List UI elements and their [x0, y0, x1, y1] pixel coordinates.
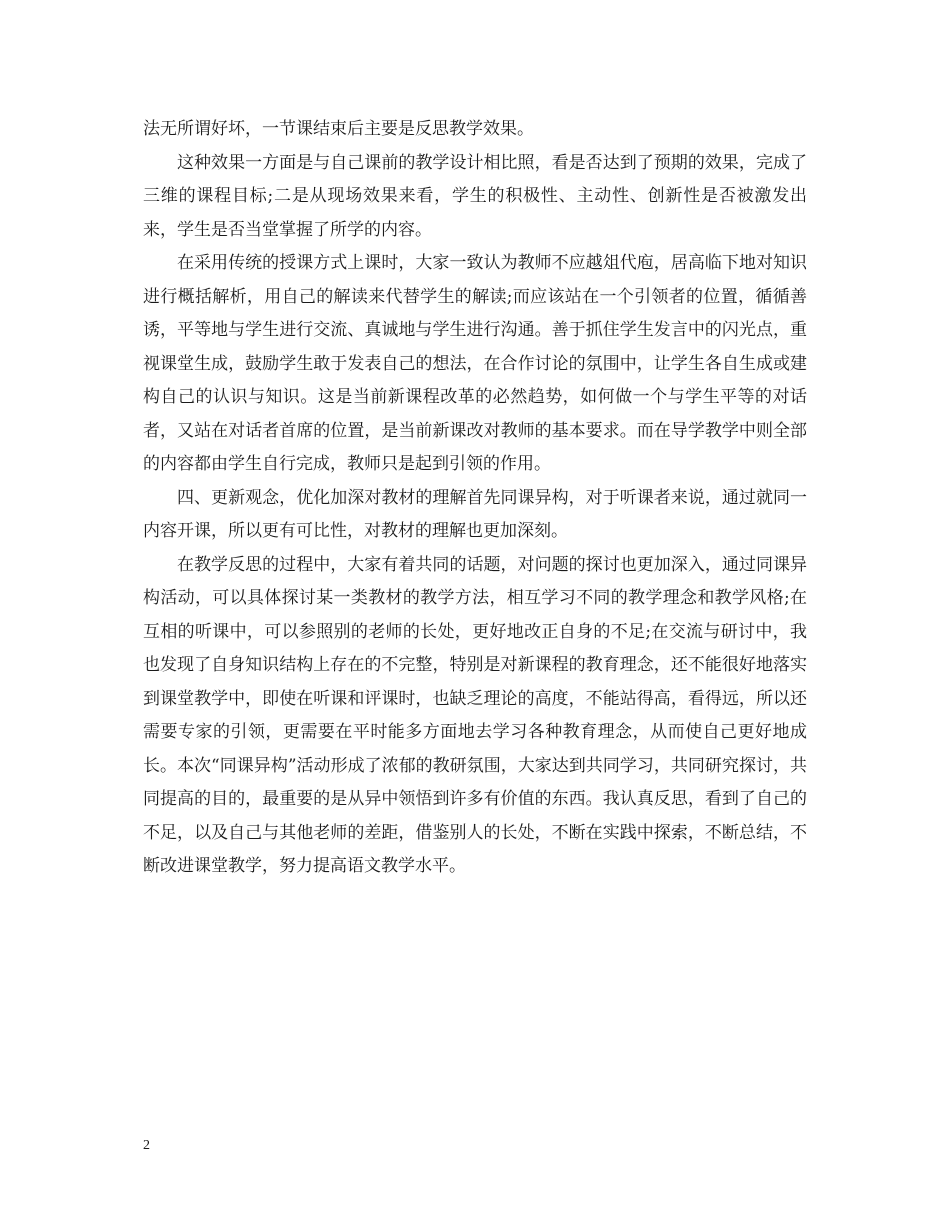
paragraph-reflection: 在教学反思的过程中，大家有着共同的话题，对问题的探讨也更加深入，通过同课异构活动，可以具体探讨某一类教材的教学方法，相互学习不同的教学理念和教学风格;在互相的听课中，可以参照别的老师的长处，更好地改正自身的不足;在交流与研讨中，我也发现了自身知识结构上存在的不完整，特别是对新课程的教育理念，还不能很好地落实到课堂教学中，即使在听课和评课时，也缺乏理论的高度，不能站得高，看得远，所以还需要专家的引领，更需要在平时能多方面地去学习各种教育理念，从而使自己更好地成长。本次“同课异构”活动形成了浓郁的教研氛围，大家达到共同学习，共同研究探讨，共同提高的目的，最重要的是从异中领悟到许多有价值的东西。我认真反思，看到了自己的不足，以及自己与其他老师的差距，借鉴别人的长处，不断在实践中探索，不断总结，不断改进课堂教学，努力提高语文教学水平。 [143, 554, 807, 876]
paragraph-continuation: 法无所谓好坏，一节课结束后主要是反思教学效果。 [143, 119, 534, 139]
page-number: 2 [143, 1138, 150, 1153]
paragraph-traditional-teaching: 在采用传统的授课方式上课时，大家一致认为教师不应越俎代庖，居高临下地对知识进行概括解析，用自己的解读来代替学生的解读;而应该站在一个引领者的位置，循循善诱，平等地与学生进行交流、真诚地与学生进行沟通。善于抓住学生发言中的闪光点，重视课堂生成，鼓励学生敢于发表自己的想法，在合作讨论的氛围中，让学生各自生成或建构自己的认识与知识。这是当前新课程改革的必然趋势，如何做一个与学生平等的对话者，又站在对话者首席的位置，是当前新课改对教师的基本要求。而在导学教学中则全部的内容都由学生自行完成，教师只是起到引领的作用。 [143, 253, 807, 474]
paragraph-section-four: 四、更新观念，优化加深对教材的理解首先同课异构，对于听课者来说，通过就同一内容开课，所以更有可比性，对教材的理解也更加深刻。 [143, 487, 807, 541]
paragraph-teaching-effect: 这种效果一方面是与自己课前的教学设计相比照，看是否达到了预期的效果，完成了三维的课程目标;二是从现场效果来看，学生的积极性、主动性、创新性是否被激发出来，学生是否当堂掌握了所学的内容。 [143, 152, 807, 240]
document-body [143, 113, 807, 884]
